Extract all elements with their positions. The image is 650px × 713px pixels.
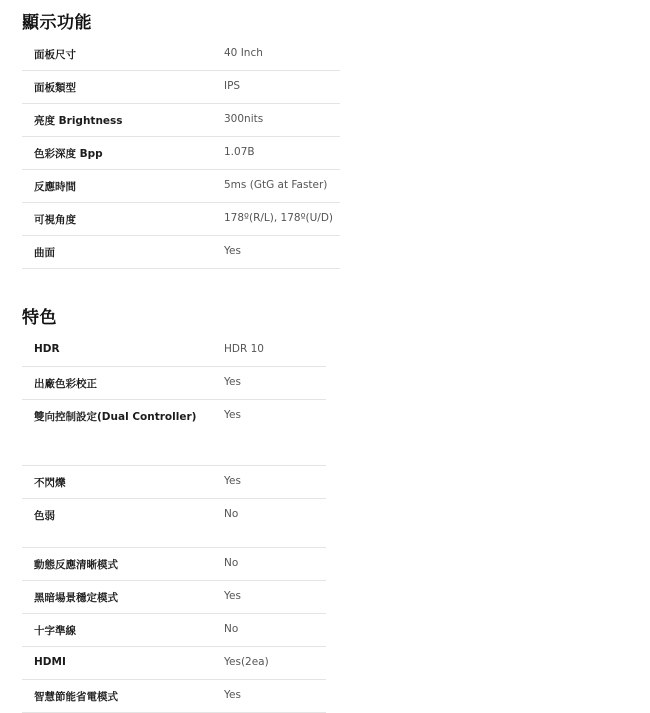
spec-row: [22, 499, 326, 548]
spec-label: 色彩深度 Bpp: [34, 148, 103, 160]
spec-row: [22, 647, 326, 680]
spec-label: 色弱: [34, 510, 55, 522]
spec-label: HDR: [34, 343, 60, 355]
spec-value: Yes(2ea): [224, 656, 269, 668]
spec-row: [22, 614, 326, 647]
spec-label: 出廠色彩校正: [34, 378, 97, 390]
spec-value: IPS: [224, 80, 241, 92]
spec-value: No: [224, 508, 239, 520]
spec-label: 智慧節能省電模式: [34, 691, 118, 703]
spec-label: 亮度 Brightness: [34, 115, 123, 127]
spec-table-features: [22, 334, 326, 713]
spec-row: [22, 581, 326, 614]
spec-label: 面板尺寸: [34, 49, 76, 61]
spec-value: 40 Inch: [224, 47, 263, 59]
spec-value: Yes: [224, 245, 241, 257]
spec-value: No: [224, 557, 239, 569]
section-title-display: 顯示功能: [22, 13, 92, 33]
spec-label: 黑暗場景穩定模式: [34, 592, 118, 604]
spec-value: Yes: [224, 409, 241, 421]
spec-label: 動態反應清晰模式: [34, 559, 118, 571]
spec-value: 5ms (GtG at Faster): [224, 179, 328, 191]
spec-value: Yes: [224, 376, 241, 388]
spec-row: [22, 367, 326, 400]
spec-row: [22, 38, 340, 71]
spec-label: 雙向控制設定(Dual Controller): [34, 411, 197, 423]
spec-table-display: [22, 38, 340, 269]
spec-value: Yes: [224, 590, 241, 602]
spec-row: [22, 104, 340, 137]
spec-label: 十字準線: [34, 625, 76, 637]
section-title-features: 特色: [22, 308, 57, 328]
spec-row: [22, 548, 326, 581]
spec-value: 178º(R/L), 178º(U/D): [224, 212, 334, 224]
spec-label: 反應時間: [34, 181, 76, 193]
spec-value: Yes: [224, 689, 241, 701]
spec-value: HDR 10: [224, 343, 264, 355]
spec-row: [22, 334, 326, 367]
spec-row: [22, 137, 340, 170]
spec-row: [22, 400, 326, 466]
spec-value: Yes: [224, 475, 241, 487]
spec-row: [22, 71, 340, 104]
spec-row: [22, 466, 326, 499]
spec-label: 曲面: [34, 247, 55, 259]
spec-row: [22, 203, 340, 236]
spec-value: 300nits: [224, 113, 264, 125]
spec-label: 面板類型: [34, 82, 76, 94]
spec-label: 不閃爍: [34, 477, 66, 489]
spec-row: [22, 170, 340, 203]
spec-label: HDMI: [34, 656, 66, 668]
spec-row: [22, 236, 340, 269]
spec-value: No: [224, 623, 239, 635]
spec-value: 1.07B: [224, 146, 255, 158]
spec-row: [22, 680, 326, 713]
spec-label: 可視角度: [34, 214, 76, 226]
